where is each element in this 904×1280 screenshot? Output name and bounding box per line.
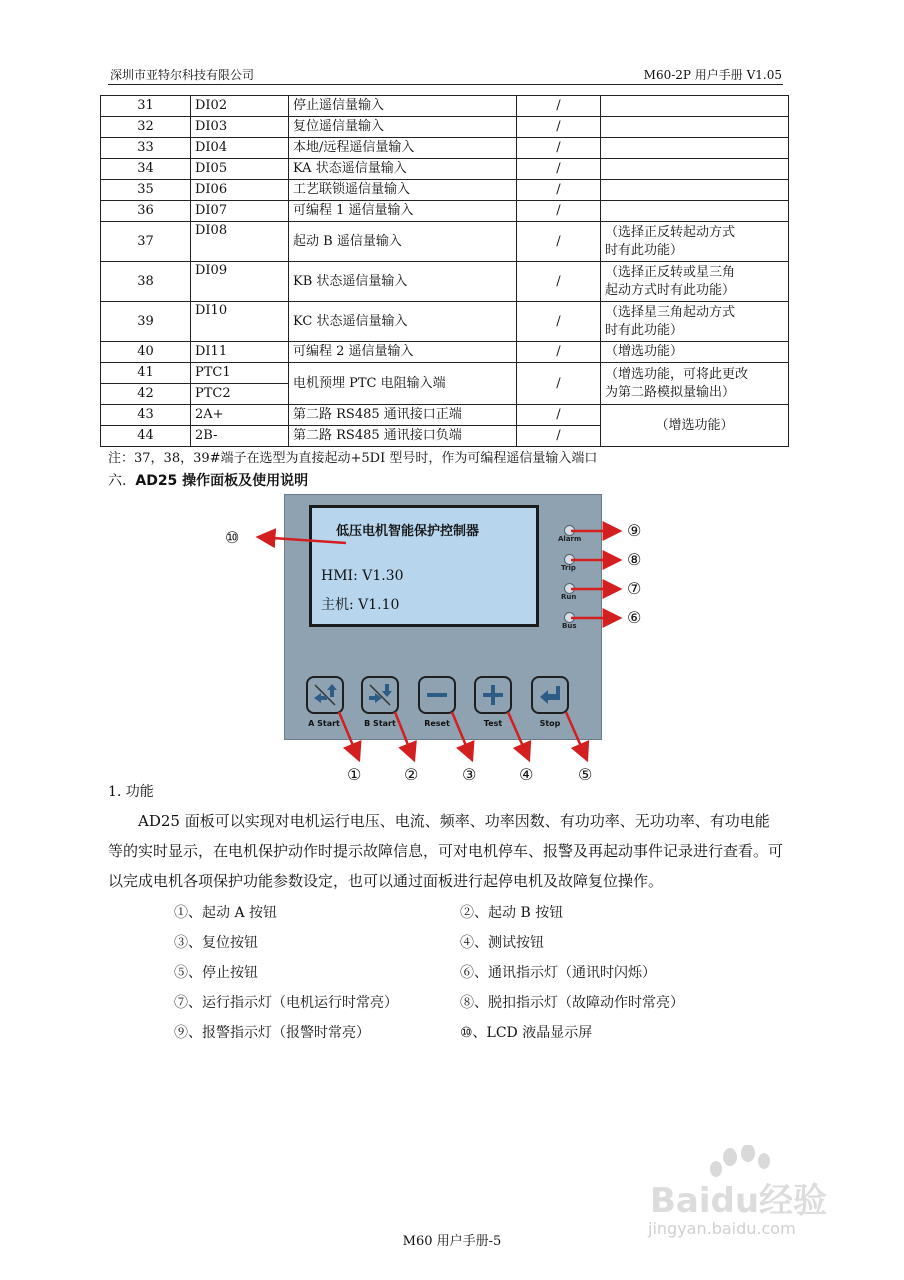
reset-label: Reset (424, 719, 450, 728)
cell-no: 31 (101, 96, 191, 117)
remark-line: 为第二路模拟量输出） (605, 384, 736, 400)
cell-desc: KC 状态遥信量输入 (289, 302, 517, 342)
callout-10: ⑩ (225, 528, 240, 547)
legend-item: ⑦、运行指示灯（电机运行时常亮） (174, 995, 398, 1011)
a-start-label: A Start (308, 719, 340, 728)
run-led-label: Run (561, 593, 577, 601)
section-number: 六. (108, 473, 127, 489)
cell-desc: KB 状态遥信量输入 (289, 262, 517, 302)
cell-code: DI09 (191, 262, 289, 302)
cell-code: DI07 (191, 201, 289, 222)
cell-mark: / (517, 180, 601, 201)
callout-1: ① (347, 765, 362, 784)
cell-mark: / (517, 222, 601, 262)
arrow-3 (452, 712, 472, 760)
cell-code: DI05 (191, 159, 289, 180)
cell-desc: 停止遥信量输入 (289, 96, 517, 117)
cell-code: DI06 (191, 180, 289, 201)
arrow-1 (339, 712, 359, 760)
function-title: 1. 功能 (108, 784, 154, 800)
legend-item: ②、起动 B 按钮 (460, 905, 564, 921)
cell-mark: / (517, 262, 601, 302)
cell-code: DI02 (191, 96, 289, 117)
cell-no: 38 (101, 262, 191, 302)
cell-code: 2A+ (191, 405, 289, 426)
cell-code: DI04 (191, 138, 289, 159)
remark-line: （增选功能，可将此更改 (605, 366, 749, 382)
legend-item: ⑥、通讯指示灯（通讯时闪烁） (460, 965, 656, 981)
callout-7: ⑦ (627, 579, 642, 598)
header-company: 深圳市亚特尔科技有限公司 (110, 68, 255, 82)
cell-mark: / (517, 138, 601, 159)
remark-line: 时有此功能） (605, 322, 684, 338)
cell-no: 44 (101, 426, 191, 447)
arrow-4 (508, 712, 529, 760)
cell-remark: （增选功能） (601, 405, 789, 447)
legend-item: ①、起动 A 按钮 (174, 905, 278, 921)
cell-no: 34 (101, 159, 191, 180)
cell-mark: / (517, 159, 601, 180)
cell-remark: （增选功能） (601, 342, 789, 363)
cell-code: 2B- (191, 426, 289, 447)
arrow-10 (258, 537, 346, 543)
arrow-2 (395, 712, 414, 760)
callout-8: ⑧ (627, 550, 642, 569)
callout-6: ⑥ (627, 608, 642, 627)
cell-desc: 本地/远程遥信量输入 (289, 138, 517, 159)
page-footer: M60 用户手册-5 (402, 1234, 502, 1249)
legend-item: ③、复位按钮 (174, 935, 258, 951)
arrow-5 (566, 712, 587, 760)
watermark-url: jingyan.baidu.com (648, 1219, 796, 1238)
remark-line: 时有此功能） (605, 242, 684, 258)
cell-mark: / (517, 96, 601, 117)
cell-desc: 工艺联锁遥信量输入 (289, 180, 517, 201)
cell-code: DI08 (191, 222, 289, 262)
cell-no: 32 (101, 117, 191, 138)
cell-mark: / (517, 117, 601, 138)
cell-desc: 可编程 1 遥信量输入 (289, 201, 517, 222)
cell-no: 39 (101, 302, 191, 342)
cell-no: 36 (101, 201, 191, 222)
callout-3: ③ (462, 765, 477, 784)
cell-code: DI03 (191, 117, 289, 138)
lcd-host-version: 主机: V1.10 (321, 597, 400, 613)
cell-desc: 第二路 RS485 通讯接口负端 (289, 426, 517, 447)
cell-mark: / (517, 342, 601, 363)
lcd-title: 低压电机智能保护控制器 (336, 524, 480, 539)
remark-line: （选择星三角起动方式 (605, 304, 736, 320)
cell-code: DI11 (191, 342, 289, 363)
header-manual-title: M60-2P 用户手册 V1.05 (643, 68, 782, 82)
cell-no: 33 (101, 138, 191, 159)
cell-mark: / (517, 302, 601, 342)
cell-mark: / (517, 426, 601, 447)
lcd-hmi-version: HMI: V1.30 (321, 568, 404, 584)
stop-label: Stop (539, 719, 561, 728)
legend-item: ⑩、LCD 液晶显示屏 (460, 1025, 593, 1041)
cell-code: PTC1 (191, 363, 289, 384)
callout-9: ⑨ (627, 521, 642, 540)
callout-5: ⑤ (578, 765, 593, 784)
test-label: Test (483, 719, 503, 728)
b-start-label: B Start (364, 719, 396, 728)
bus-led-label: Bus (562, 622, 577, 630)
callout-4: ④ (519, 765, 534, 784)
cell-desc: KA 状态遥信量输入 (289, 159, 517, 180)
cell-desc: 电机预埋 PTC 电阻输入端 (289, 363, 517, 405)
cell-no: 35 (101, 180, 191, 201)
cell-no: 43 (101, 405, 191, 426)
cell-desc: 复位遥信量输入 (289, 117, 517, 138)
cell-desc: 第二路 RS485 通讯接口正端 (289, 405, 517, 426)
table-note: 注：37，38，39#端子在选型为直接起动+5DI 型号时，作为可编程遥信量输入端口 (108, 451, 598, 466)
cell-no: 42 (101, 384, 191, 405)
section-title: AD25 操作面板及使用说明 (135, 473, 309, 489)
legend-item: ⑤、停止按钮 (174, 965, 258, 981)
cell-no: 41 (101, 363, 191, 384)
watermark-logo-text: Baidu经验 (650, 1181, 828, 1221)
cell-desc: 可编程 2 遥信量输入 (289, 342, 517, 363)
cell-code: DI10 (191, 302, 289, 342)
cell-mark: / (517, 201, 601, 222)
legend-item: ⑨、报警指示灯（报警时常亮） (174, 1025, 370, 1041)
legend-item: ⑧、脱扣指示灯（故障动作时常亮） (460, 995, 684, 1011)
cell-code: PTC2 (191, 384, 289, 405)
cell-no: 37 (101, 222, 191, 262)
cell-desc: 起动 B 遥信量输入 (289, 222, 517, 262)
remark-line: （选择正反转或星三角 (605, 264, 736, 280)
cell-no: 40 (101, 342, 191, 363)
cell-mark: / (517, 405, 601, 426)
function-paragraph: AD25 面板可以实现对电机运行电压、电流、频率、功率因数、有功功率、无功功率、有功电能等的实时显示，在电机保护动作时提示故障信息，可对电机停车、报警及再起动事件记录进行查看。可以完成电机各项保护功能参数设定，也可以通过面板进行起停电机及故障复位操作。 (108, 812, 784, 890)
remark-line: 起动方式时有此功能） (605, 282, 736, 298)
callout-2: ② (404, 765, 419, 784)
alarm-led-label: Alarm (558, 535, 582, 543)
remark-line: （选择正反转起动方式 (605, 224, 736, 240)
legend-item: ④、测试按钮 (460, 935, 544, 951)
cell-mark: / (517, 363, 601, 405)
trip-led-label: Trip (561, 564, 576, 572)
